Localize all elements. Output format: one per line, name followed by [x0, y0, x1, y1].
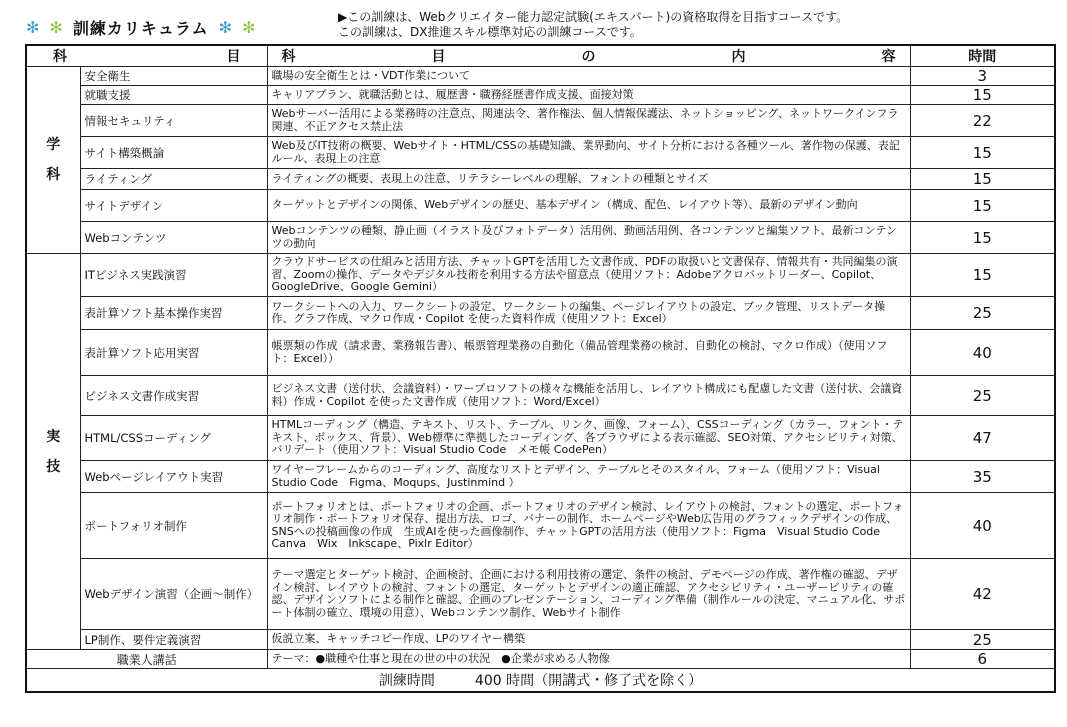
lecture-row — [26, 650, 1055, 669]
title-block — [26, 16, 255, 39]
table-row — [26, 254, 1055, 297]
content-cell: HTMLコーディング（構造、テキスト、リスト、テーブル、リンク、画像、フォーム）、CSSコーディング（カラー、フォント・テキスト、ボックス、背景）、Web標準に準拠したコーディング、各ブラウザによる表示確認、SEO対策、アクセシビリティ対策、バリデート（使用ソフト：Visual Studio Code メモ帳 CodePen） — [267, 416, 910, 461]
table-header-row — [26, 45, 1055, 67]
hours-cell: 25 — [910, 630, 1055, 650]
subject-cell: 表計算ソフト基本操作実習 — [80, 297, 267, 330]
header — [0, 0, 1067, 44]
table-row — [26, 190, 1055, 222]
table-row — [26, 222, 1055, 254]
content-cell: ビジネス文書（送付状、会議資料）・ワープロソフトの様々な機能を活用し、レイアウト構成にも配慮した文書（送付状、会議資料）作成・Copilot を使った文書作成（使用ソフト：Word/Excel） — [267, 376, 910, 416]
header-char: 目 — [226, 49, 241, 65]
hours-cell: 15 — [910, 169, 1055, 190]
lecture-subject: 職業人講話 — [26, 650, 267, 669]
content-cell: 帳票類の作成（請求書、業務報告書）、帳票管理業務の自動化（備品管理業務の検討、自動化の検討、マクロ作成）（使用ソフト：Excel）） — [267, 330, 910, 376]
hours-cell: 40 — [910, 330, 1055, 376]
lecture-hours: 6 — [910, 650, 1055, 669]
subject-cell: Webデザイン演習（企画～制作） — [80, 559, 267, 630]
category-char: 科 — [46, 167, 61, 183]
hours-cell: 15 — [910, 86, 1055, 105]
content-cell: ワイヤーフレームからのコーディング、高度なリストとデザイン、テーブルとそのスタイル、フォーム（使用ソフト：Visual Studio Code Figma、Moqups、Justinmind ） — [267, 461, 910, 493]
hours-cell: 25 — [910, 376, 1055, 416]
header-char: 容 — [881, 49, 896, 65]
table-row — [26, 493, 1055, 559]
course-notes — [338, 10, 848, 40]
snowflake-icon: ✻ — [218, 17, 233, 37]
subject-cell: Webページレイアウト実習 — [80, 461, 267, 493]
header-char: の — [581, 49, 596, 65]
content-cell: ターゲットとデザインの関係、Webデザインの歴史、基本デザイン（構成、配色、レイアウト等）、最新のデザイン動向 — [267, 190, 910, 222]
snowflake-icon: ✻ — [26, 17, 40, 37]
note-line: この訓練は、DX推進スキル標準対応の訓練コースです。 — [338, 25, 642, 39]
table-row — [26, 86, 1055, 105]
subject-cell: ITビジネス実践演習 — [80, 254, 267, 297]
content-cell: クラウドサービスの仕組みと活用方法、チャットGPTを活用した文書作成、PDFの取扱いと文書保存、情報共有・共同編集の演習、Zoomの操作、データやデジタル技術を利用する方法や留意点（使用ソフト：Adobeアクロバットリーダー、Copilot、GoogleDrive、Google Gemini） — [267, 254, 910, 297]
hours-cell: 47 — [910, 416, 1055, 461]
subject-cell: サイト構築概論 — [80, 137, 267, 169]
curriculum-table — [25, 44, 1056, 693]
category-jitsugi — [26, 254, 80, 650]
header-char: 科 — [53, 49, 67, 65]
hours-cell: 22 — [910, 105, 1055, 137]
subject-cell: 情報セキュリティ — [80, 105, 267, 137]
table-row — [26, 461, 1055, 493]
hours-header: 時間 — [910, 45, 1055, 67]
table-row — [26, 297, 1055, 330]
content-cell: Web及びIT技術の概要、Webサイト・HTML/CSSの基礎知識、業界動向、サイト分析における各種ツール、著作物の保護、表記ルール、表現上の注意 — [267, 137, 910, 169]
table-row — [26, 630, 1055, 650]
note-line: ▶この訓練は、Webクリエイター能力認定試験(エキスパート)の資格取得を目指すコースです。 — [338, 10, 849, 24]
content-cell: 職場の安全衛生とは・VDT作業について — [267, 67, 910, 86]
subject-cell: HTML/CSSコーディング — [80, 416, 267, 461]
subject-cell: ライティング — [80, 169, 267, 190]
hours-cell: 15 — [910, 254, 1055, 297]
hours-cell: 3 — [910, 67, 1055, 86]
subject-cell: ビジネス文書作成実習 — [80, 376, 267, 416]
subject-header — [26, 45, 267, 67]
subject-cell: 就職支援 — [80, 86, 267, 105]
table-row — [26, 137, 1055, 169]
content-cell: Webコンテンツの種類、静止画（イラスト及びフォトデータ）活用例、動画活用例、各コンテンツと編集ソフト、最新コンテンツの動向 — [267, 222, 910, 254]
hours-cell: 15 — [910, 222, 1055, 254]
snowflake-icon: ✻ — [242, 17, 256, 37]
total-value: 400 時間（開講式・修了式を除く） — [474, 673, 703, 689]
category-char: 実 — [46, 428, 61, 445]
table-row — [26, 559, 1055, 630]
hours-cell: 15 — [910, 190, 1055, 222]
content-cell: 仮説立案、キャッチコピー作成、LPのワイヤー構築 — [267, 630, 910, 650]
hours-cell: 42 — [910, 559, 1055, 630]
table-row — [26, 67, 1055, 86]
subject-cell: ポートフォリオ制作 — [80, 493, 267, 559]
content-cell: キャリアプラン、就職活動とは、履歴書・職務経歴書作成支援、面接対策 — [267, 86, 910, 105]
content-header — [267, 45, 910, 67]
table-row — [26, 169, 1055, 190]
total-row — [26, 669, 1055, 693]
category-char: 学 — [46, 137, 61, 153]
lecture-content: テーマ：●職種や仕事と現在の世の中の状況 ●企業が求める人物像 — [267, 650, 910, 669]
hours-cell: 40 — [910, 493, 1055, 559]
table-row — [26, 105, 1055, 137]
header-char: 内 — [731, 49, 746, 65]
content-cell: ワークシートへの入力、ワークシートの設定、ワークシートの編集、ページレイアウトの設定、ブック管理、リストデータ操作、グラフ作成、マクロ作成・Copilot を使った資料作成（使用ソフト：Excel） — [267, 297, 910, 330]
content-cell: ライティングの概要、表現上の注意、リテラシーレベルの理解、フォントの種類とサイズ — [267, 169, 910, 190]
total-label: 訓練時間 — [378, 673, 435, 689]
category-char: 技 — [46, 458, 61, 475]
subject-cell: 安全衛生 — [80, 67, 267, 86]
header-char: 目 — [431, 49, 446, 65]
subject-cell: サイトデザイン — [80, 190, 267, 222]
header-char: 科 — [281, 49, 296, 65]
category-gakka — [26, 67, 80, 254]
subject-cell: 表計算ソフト応用実習 — [80, 330, 267, 376]
hours-cell: 15 — [910, 137, 1055, 169]
page-title: 訓練カリキュラム — [72, 19, 209, 38]
content-cell: ポートフォリオとは、ポートフォリオの企画、ポートフォリオのデザイン検討、レイアウトの検討、フォントの選定、ポートフォリオ制作・ポートフォリオ保存、提出方法、ロゴ、バナーの制作、ホームページやWeb広告用のグラフィックデザインの作成、SNSへの投稿画像の作成 生成AIを使った画像制作、チャットGPTの活用方法（使用ソフト：Figma Visual Studio Code Canva Wix Inkscape、Pixlr Editor） — [267, 493, 910, 559]
content-cell: Webサーバー活用による業務時の注意点、関連法令、著作権法、個人情報保護法、ネットショッピング、ネットワークインフラ関連、不正アクセス禁止法 — [267, 105, 910, 137]
table-row — [26, 416, 1055, 461]
total-cell — [26, 669, 1055, 693]
snowflake-icon: ✻ — [49, 17, 63, 37]
table-row — [26, 330, 1055, 376]
content-cell: テーマ選定とターゲット検討、企画検討、企画における利用技術の選定、条件の検討、デモページの作成、著作権の確認、デザイン検討、レイアウトの検討、フォントの選定、ターゲットとデザインの適正確認、アクセシビリティ・ユーザービリティの確認、デザインソフトによる制作と確認、企画のプレゼンテーション、コーディング準備（制作ルールの決定、マニュアル化、サポート体制の確立、環境の用意）、Webコンテンツ制作、Webサイト制作 — [267, 559, 910, 630]
subject-cell: LP制作、要件定義演習 — [80, 630, 267, 650]
table-row — [26, 376, 1055, 416]
hours-cell: 35 — [910, 461, 1055, 493]
subject-cell: Webコンテンツ — [80, 222, 267, 254]
hours-cell: 25 — [910, 297, 1055, 330]
